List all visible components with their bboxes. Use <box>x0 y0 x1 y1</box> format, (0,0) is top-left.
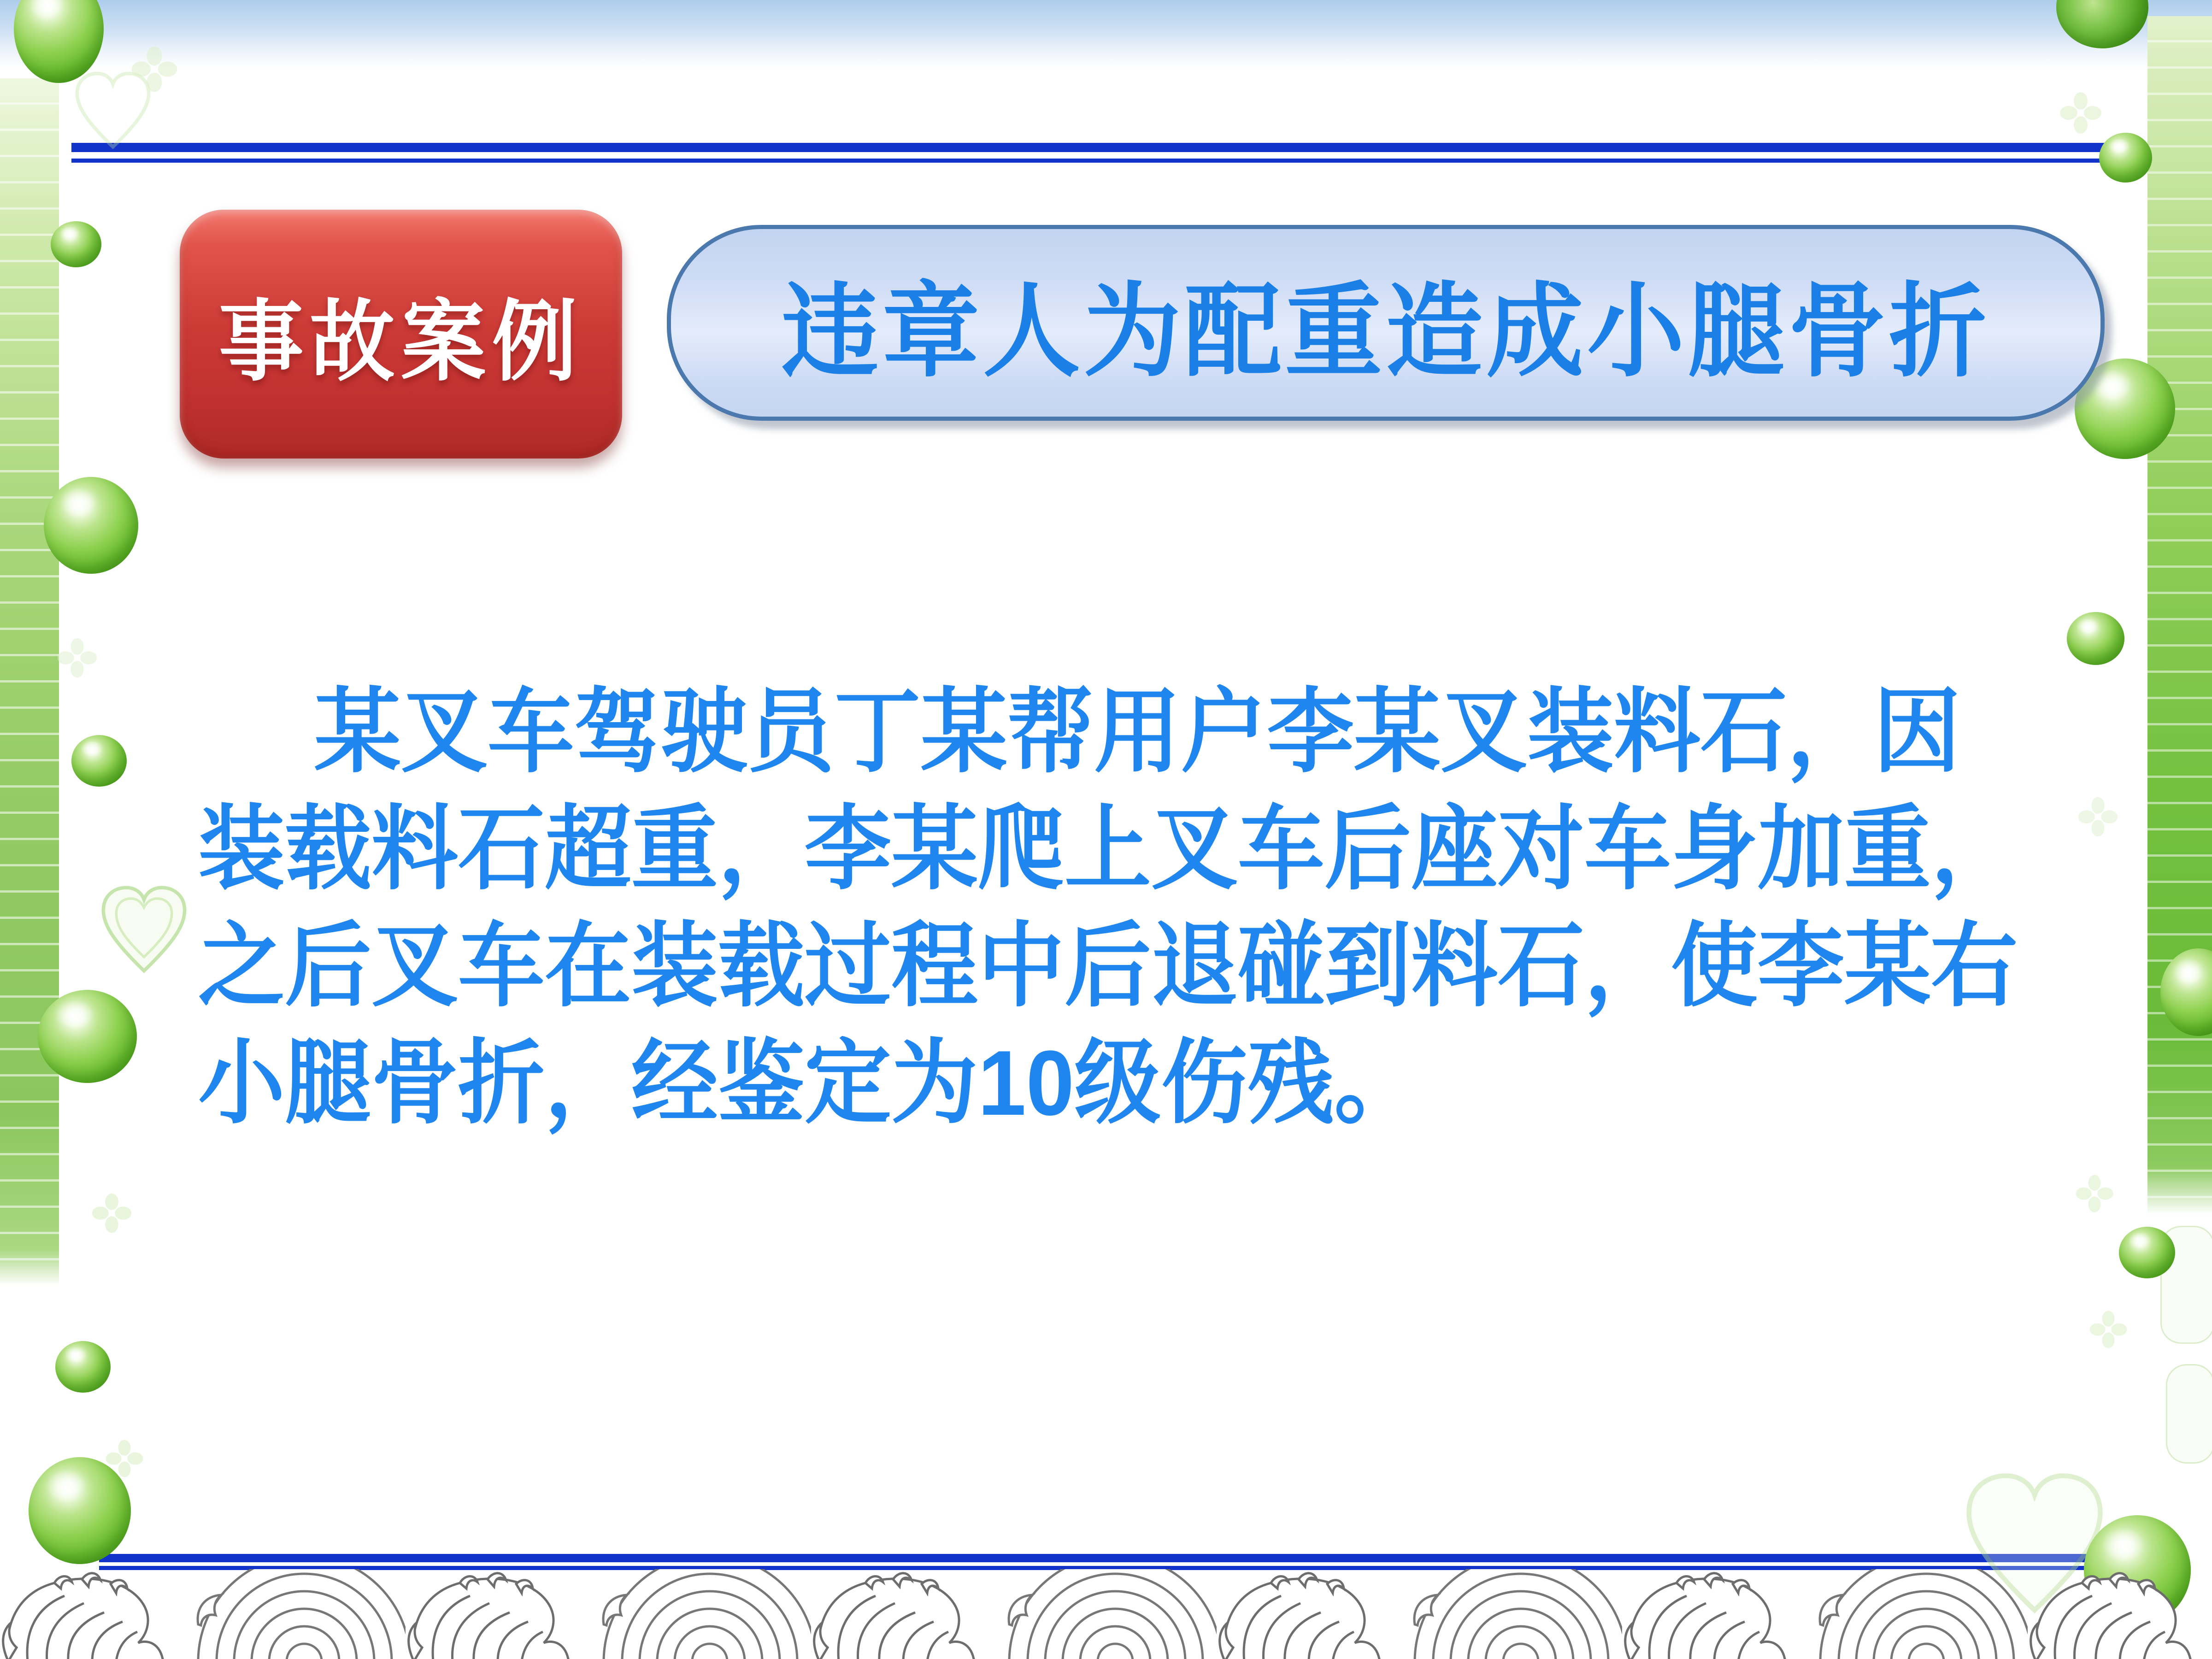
top-accent-line-thick <box>71 143 2108 152</box>
left-green-stripe <box>0 78 59 1286</box>
accident-case-badge-label: 事故案例 <box>218 292 583 391</box>
flower-icon <box>2058 90 2104 136</box>
accident-case-badge <box>180 210 622 459</box>
case-line-3: 之后叉车在装载过程中后退碰到料石，使李某右 <box>198 915 2018 1018</box>
heart-icon <box>94 882 194 977</box>
bubble-icon <box>2119 1227 2175 1278</box>
right-ghost-card <box>2166 1364 2212 1464</box>
bubble-icon <box>38 990 137 1083</box>
bubble-icon <box>2099 133 2152 182</box>
top-accent-line-thin <box>71 159 2108 163</box>
case-line-4: 小腿骨折，经鉴定为10级伤残。 <box>198 1032 1421 1135</box>
top-sky-band <box>0 0 2212 69</box>
bubble-icon <box>44 477 138 574</box>
bubble-icon <box>51 221 101 267</box>
page-title: 违章人为配重造成小腿骨折 <box>782 275 1990 389</box>
flower-icon <box>2088 1309 2129 1350</box>
bottom-accent-line-thick <box>99 1554 2114 1562</box>
title-box <box>667 225 2105 421</box>
bubble-icon <box>71 735 127 787</box>
bubble-icon <box>2067 612 2124 665</box>
flower-icon <box>55 636 99 680</box>
flower-icon <box>90 1191 134 1235</box>
flower-icon <box>129 44 180 94</box>
bubble-icon <box>55 1341 111 1393</box>
wave-pattern <box>0 1569 2212 1659</box>
flower-icon <box>2074 1173 2115 1214</box>
case-description <box>198 674 2088 1142</box>
case-line-2: 装载料石超重，李某爬上叉车后座对车身加重， <box>198 798 2018 900</box>
bubble-icon <box>29 1457 131 1564</box>
case-line-1: 某叉车驾驶员丁某帮用户李某叉装料石，因 <box>314 681 1960 783</box>
